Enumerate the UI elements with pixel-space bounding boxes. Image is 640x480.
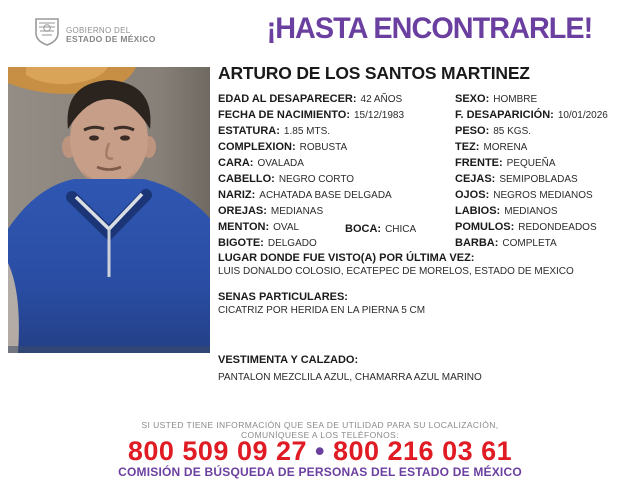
field-label: OJOS: [455, 189, 490, 201]
field-value: NEGRO CORTO [278, 174, 355, 185]
logo-line2: ESTADO DE MÉXICO [66, 33, 156, 44]
field-label: FECHA DE NACIMIENTO: [218, 109, 350, 121]
field-value: SEMIPOBLADAS [499, 174, 578, 185]
field-row [455, 186, 608, 202]
field-row [218, 122, 404, 138]
field-label: NARIZ: [218, 189, 256, 201]
clothing-value: PANTALON MEZCLILA AZUL, CHAMARRA AZUL MARINO [218, 372, 482, 383]
field-value: MORENA [483, 142, 528, 153]
field-value: OVAL [273, 222, 300, 233]
field-value: COMPLETA [502, 238, 557, 249]
field-row [455, 90, 608, 106]
field-label: OREJAS: [218, 205, 267, 217]
last-seen-value: LUIS DONALDO COLOSIO, ECATEPEC DE MORELOS, ESTADO DE MEXICO [218, 266, 574, 277]
field-value: HOMBRE [493, 94, 538, 105]
field-label: BIGOTE: [218, 237, 264, 249]
field-label: CABELLO: [218, 173, 275, 185]
footer-info-line2: COMUNÍQUESE A LOS TELÉFONOS: [241, 430, 399, 440]
field-label: BARBA: [455, 237, 499, 249]
field-value: PEQUEÑA [506, 158, 556, 169]
state-government-logo [34, 17, 156, 52]
field-value: 42 AÑOS [360, 94, 403, 105]
field-value: CHICA [385, 224, 417, 235]
fields-right-column [455, 90, 608, 250]
field-value: REDONDEADOS [518, 222, 597, 233]
field-row [455, 106, 608, 122]
phone-number-1: 800 509 09 27 [127, 436, 308, 466]
field-value: DELGADO [267, 238, 317, 249]
field-row [455, 234, 608, 250]
field-row [455, 218, 608, 234]
missing-person-photo [8, 67, 210, 353]
field-label: ESTATURA: [218, 125, 280, 137]
field-label: CEJAS: [455, 173, 496, 185]
footer-phone-numbers [0, 436, 640, 467]
field-value: ACHATADA BASE DELGADA [259, 190, 392, 201]
field-label: MENTON: [218, 221, 270, 233]
person-name: ARTURO DE LOS SANTOS MARTINEZ [218, 63, 530, 83]
field-label: LABIOS: [455, 205, 501, 217]
field-value: MEDIANAS [270, 206, 324, 217]
field-row [218, 170, 404, 186]
bullet-separator: • [315, 436, 325, 466]
clothing-section [218, 354, 482, 383]
field-value: OVALADA [257, 158, 304, 169]
field-label: F. DESAPARICIÓN: [455, 109, 554, 121]
field-row [218, 106, 404, 122]
field-value: NEGROS MEDIANOS [493, 190, 593, 201]
field-label: BOCA: [345, 223, 382, 235]
field-label: PESO: [455, 125, 490, 137]
field-row [455, 202, 608, 218]
logo-text [66, 26, 156, 44]
field-row [455, 170, 608, 186]
clothing-label: VESTIMENTA Y CALZADO: [218, 354, 359, 366]
field-label: TEZ: [455, 141, 480, 153]
logo-line1: GOBIERNO DEL [66, 25, 131, 35]
field-label: EDAD AL DESAPARECER: [218, 93, 357, 105]
particular-signs-label: SENAS PARTICULARES: [218, 291, 348, 303]
field-value: 10/01/2026 [557, 110, 608, 121]
field-row-boca [345, 220, 416, 236]
last-seen-label: LUGAR DONDE FUE VISTO(A) POR ÚLTIMA VEZ: [218, 252, 475, 264]
field-row [218, 138, 404, 154]
poster-title: ¡HASTA ENCONTRARLE! [266, 12, 592, 45]
last-seen-section [218, 252, 574, 277]
field-value: 15/12/1983 [354, 110, 405, 121]
field-value: 85 KGS. [493, 126, 532, 137]
field-row [218, 186, 404, 202]
field-row [455, 122, 608, 138]
field-value: 1.85 MTS. [283, 126, 331, 137]
field-value: MEDIANOS [504, 206, 558, 217]
field-row [218, 234, 404, 250]
field-label: POMULOS: [455, 221, 515, 233]
particular-signs-section [218, 291, 425, 316]
field-row [455, 138, 608, 154]
field-label: SEXO: [455, 93, 490, 105]
phone-number-2: 800 216 03 61 [332, 436, 513, 466]
field-label: CARA: [218, 157, 254, 169]
field-value: ROBUSTA [299, 142, 348, 153]
coat-of-arms-icon [34, 17, 60, 52]
field-label: FRENTE: [455, 157, 503, 169]
field-label: COMPLEXION: [218, 141, 296, 153]
footer-info-line1: SI USTED TIENE INFORMACIÓN QUE SEA DE UTILIDAD PARA SU LOCALIZACIÓN, [141, 420, 499, 430]
particular-signs-value: CICATRIZ POR HERIDA EN LA PIERNA 5 CM [218, 305, 426, 316]
field-row [455, 154, 608, 170]
field-row [218, 154, 404, 170]
field-row [218, 202, 404, 218]
field-row [218, 90, 404, 106]
footer-organization: COMISIÓN DE BÚSQUEDA DE PERSONAS DEL ESTADO DE MÉXICO [118, 465, 522, 479]
